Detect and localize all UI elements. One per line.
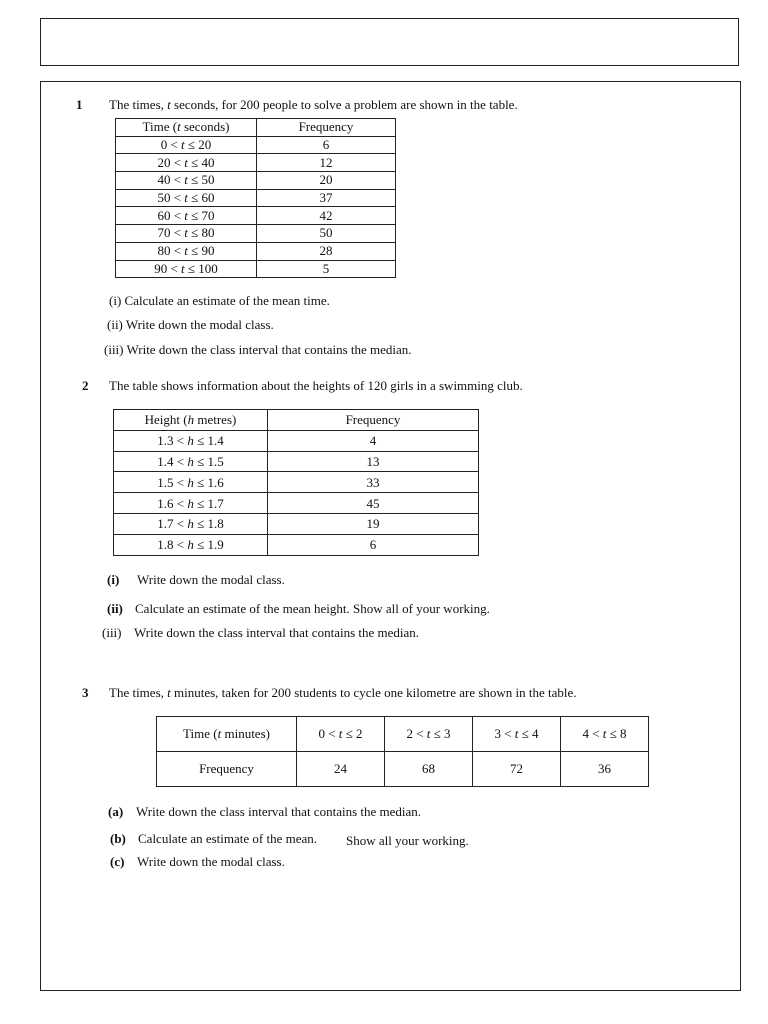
table-row <box>114 513 479 534</box>
q2-frequency-table <box>113 409 479 556</box>
q3-part-a-label: (a) <box>108 804 124 819</box>
table-cell: 90 < t ≤ 100 <box>116 260 257 278</box>
table-cell: 5 <box>257 260 396 278</box>
table-row <box>116 207 396 225</box>
table-cell: 40 < t ≤ 50 <box>116 172 257 190</box>
table-row <box>157 717 649 752</box>
question-2-number: 2 <box>82 378 89 393</box>
table-cell: 4 < t ≤ 8 <box>561 717 649 752</box>
q2-part-ii-text: Calculate an estimate of the mean height. Show all of your working. <box>135 601 490 616</box>
table-cell: 28 <box>257 242 396 260</box>
table-cell: 20 <box>257 172 396 190</box>
table-cell: 45 <box>268 493 479 514</box>
table-cell: 6 <box>268 534 479 555</box>
table-row <box>116 189 396 207</box>
table-cell: 1.5 < h ≤ 1.6 <box>114 472 268 493</box>
question-1-text: The times, t seconds, for 200 people to solve a problem are shown in the table. <box>109 97 518 112</box>
table-row <box>116 225 396 243</box>
table-row <box>114 451 479 472</box>
table-cell: 70 < t ≤ 80 <box>116 225 257 243</box>
table-header-row <box>114 410 479 431</box>
header-box <box>40 18 739 66</box>
question-2-text: The table shows information about the heights of 120 girls in a swimming club. <box>109 378 523 393</box>
q2-part-iii-text: Write down the class interval that contains the median. <box>134 625 420 640</box>
table-cell: 1.4 < h ≤ 1.5 <box>114 451 268 472</box>
q2-part-i-text: Write down the modal class. <box>137 572 285 587</box>
table-cell: 0 < t ≤ 2 <box>297 717 385 752</box>
table-header-cell: Frequency <box>257 119 396 137</box>
q3-part-b-text: Calculate an estimate of the mean. <box>138 831 318 846</box>
q1-frequency-table <box>115 118 396 278</box>
q3-part-c-text: Write down the modal class. <box>137 854 285 869</box>
table-header-cell: Height (h metres) <box>114 410 268 431</box>
table-cell: 1.7 < h ≤ 1.8 <box>114 513 268 534</box>
q3-part-b-extra: Show all your working. <box>346 833 469 848</box>
q1-part-iii: (iii) Write down the class interval that contains the median. <box>104 342 412 357</box>
table-row <box>157 752 649 787</box>
table-cell: 42 <box>257 207 396 225</box>
q3-part-b-label: (b) <box>110 831 126 846</box>
table-cell: 3 < t ≤ 4 <box>473 717 561 752</box>
q1-part-i: (i) Calculate an estimate of the mean time. <box>109 293 330 308</box>
table-header-cell: Time (t seconds) <box>116 119 257 137</box>
table-header-cell: Time (t minutes) <box>157 717 297 752</box>
q1-part-ii: (ii) Write down the modal class. <box>107 317 274 332</box>
table-cell: 4 <box>268 430 479 451</box>
table-header-cell: Frequency <box>268 410 479 431</box>
table-cell: 13 <box>268 451 479 472</box>
question-1-number: 1 <box>76 97 83 112</box>
table-cell: 12 <box>257 154 396 172</box>
table-cell: 36 <box>561 752 649 787</box>
question-3-number: 3 <box>82 685 89 700</box>
q3-part-c-label: (c) <box>110 854 125 869</box>
table-row <box>114 472 479 493</box>
table-cell: 60 < t ≤ 70 <box>116 207 257 225</box>
table-cell: 0 < t ≤ 20 <box>116 136 257 154</box>
table-cell: 6 <box>257 136 396 154</box>
table-cell: 33 <box>268 472 479 493</box>
table-cell: 24 <box>297 752 385 787</box>
table-row <box>116 136 396 154</box>
table-row <box>114 430 479 451</box>
question-3-text: The times, t minutes, taken for 200 students to cycle one kilometre are shown in the table. <box>109 685 577 700</box>
table-row <box>116 154 396 172</box>
table-cell: 80 < t ≤ 90 <box>116 242 257 260</box>
table-cell: 50 < t ≤ 60 <box>116 189 257 207</box>
table-cell: 20 < t ≤ 40 <box>116 154 257 172</box>
q3-frequency-table <box>156 716 649 787</box>
table-cell: 1.8 < h ≤ 1.9 <box>114 534 268 555</box>
table-cell: 50 <box>257 225 396 243</box>
table-cell: 37 <box>257 189 396 207</box>
q3-part-a-text: Write down the class interval that contains the median. <box>136 804 422 819</box>
q2-part-i-label: (i) <box>107 572 120 587</box>
table-row <box>116 242 396 260</box>
table-cell: 19 <box>268 513 479 534</box>
table-cell: 1.3 < h ≤ 1.4 <box>114 430 268 451</box>
table-row <box>116 172 396 190</box>
q2-part-ii-label: (ii) <box>107 601 123 616</box>
table-cell: 1.6 < h ≤ 1.7 <box>114 493 268 514</box>
table-cell: 2 < t ≤ 3 <box>385 717 473 752</box>
table-row <box>116 260 396 278</box>
table-row <box>114 534 479 555</box>
table-header-row <box>116 119 396 137</box>
q2-part-iii-label: (iii) <box>102 625 122 640</box>
table-cell: 68 <box>385 752 473 787</box>
table-header-cell: Frequency <box>157 752 297 787</box>
table-row <box>114 493 479 514</box>
table-cell: 72 <box>473 752 561 787</box>
